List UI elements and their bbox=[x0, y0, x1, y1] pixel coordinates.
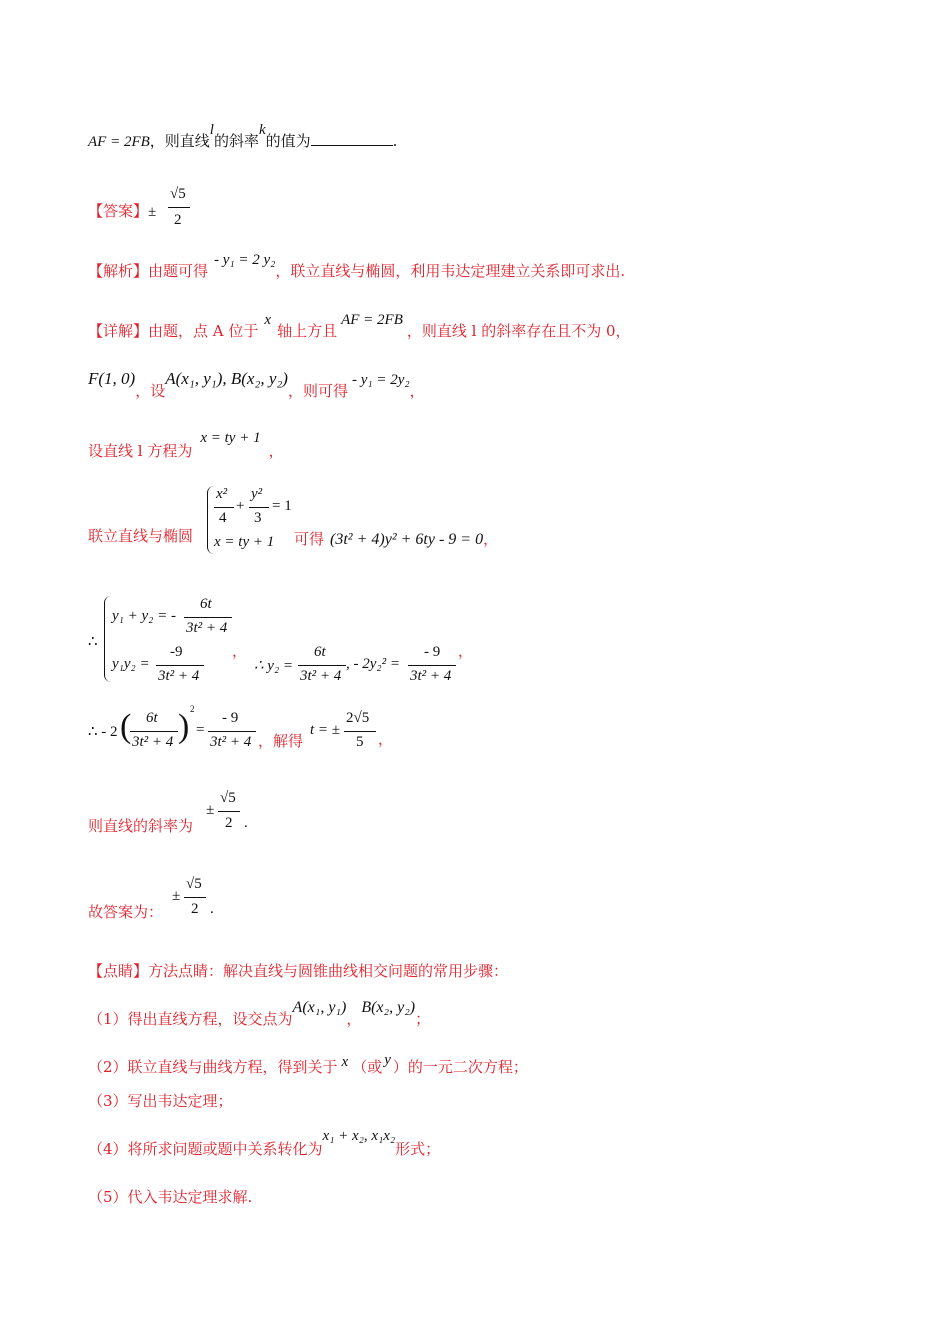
vieta-prod-num: -9 bbox=[170, 644, 183, 660]
eq6-tnum: 2√5 bbox=[346, 710, 370, 726]
tips-s4-eq: x₁ + x₂, x₁x₂ bbox=[322, 1128, 396, 1144]
vieta-sum-bar bbox=[184, 617, 232, 618]
detail-l1-b: 轴上方且 bbox=[277, 322, 338, 340]
detail-l2-b: ，则可得 bbox=[287, 382, 348, 400]
l8-b: . bbox=[210, 901, 214, 917]
eq6-bar bbox=[130, 731, 178, 732]
l7-num: √5 bbox=[220, 790, 236, 806]
tips-step-2 bbox=[88, 1052, 528, 1077]
detail-l2-f: F(1, 0) bbox=[88, 369, 136, 388]
vieta-prod-lhs: y₁y₂ = bbox=[112, 656, 150, 672]
detail-l3-a: 设直线 l 方程为 bbox=[88, 442, 193, 460]
tips-label: 【点睛】 bbox=[88, 962, 149, 980]
y2sq-lhs: , - 2y₂² = bbox=[346, 656, 400, 672]
analysis-t2: ，联立直线与椭圆，利用韦达定理建立关系即可求出. bbox=[275, 262, 626, 280]
tips-intro-text: 方法点睛：解决直线与圆锥曲线相交问题的常用步骤： bbox=[148, 962, 509, 980]
tips-s2-y: y bbox=[384, 1052, 391, 1068]
tips-intro bbox=[88, 960, 508, 981]
tips-step-1 bbox=[88, 999, 431, 1029]
question-tail bbox=[88, 122, 398, 151]
analysis-line bbox=[88, 252, 626, 281]
detail-line-4b bbox=[294, 528, 498, 549]
answer-pm: ± bbox=[148, 204, 157, 220]
tips-s2-b: （或 bbox=[352, 1058, 383, 1076]
l8-num: √5 bbox=[186, 876, 202, 892]
eq6-tbar bbox=[344, 731, 376, 732]
eq6-eq: = bbox=[196, 722, 205, 738]
eq6-a: ，解得 bbox=[258, 732, 304, 750]
l7-bar bbox=[218, 811, 240, 812]
sys1-line2: x = ty + 1 bbox=[214, 534, 275, 550]
detail-l8-a: 故答案为： bbox=[88, 903, 164, 921]
detail-l2-pts: A(x₁, y₁), B(x₂, y₂) bbox=[165, 369, 288, 388]
y2sq-den: 3t² + 4 bbox=[410, 668, 452, 684]
tips-s2-a: （2）联立直线与曲线方程，得到关于 bbox=[88, 1058, 338, 1076]
eq6-t: t = ± bbox=[310, 722, 341, 738]
detail-line-2 bbox=[88, 369, 425, 401]
detail-label: 【详解】 bbox=[88, 322, 149, 340]
sys1-n2: y² bbox=[251, 486, 263, 502]
eq6-b: ， bbox=[378, 732, 394, 748]
eq6-rparen: ) bbox=[178, 708, 190, 745]
sys1-eq: = 1 bbox=[272, 498, 292, 514]
sys1-d1: 4 bbox=[219, 510, 227, 526]
detail-line-8 bbox=[88, 901, 163, 922]
tips-s1-mid: ， bbox=[346, 1010, 362, 1028]
eq6-den2: 3t² + 4 bbox=[210, 734, 252, 750]
detail-l3-b: ， bbox=[268, 442, 284, 460]
vieta-comma: ， bbox=[232, 644, 248, 660]
tips-step-4 bbox=[88, 1128, 441, 1159]
var-k: k bbox=[258, 122, 266, 138]
detail-l2-eq: - y₁ = 2y₂ bbox=[352, 372, 410, 388]
sys1-bar2 bbox=[249, 507, 269, 508]
eq6-bar2 bbox=[208, 731, 256, 732]
detail-line-7 bbox=[88, 815, 193, 836]
tips-step-3 bbox=[88, 1090, 233, 1111]
eq6-lhs: ∴ - 2 bbox=[88, 724, 118, 740]
sys1-bar1 bbox=[214, 507, 234, 508]
answer-den: 2 bbox=[174, 212, 182, 228]
q-text2: 的斜率 bbox=[213, 132, 259, 150]
tips-s1-p2: B(x₂, y₂) bbox=[361, 999, 416, 1016]
tips-s2-x: x bbox=[341, 1054, 349, 1070]
answer-blank bbox=[311, 131, 393, 146]
tips-s5: （5）代入韦达定理求解. bbox=[88, 1188, 253, 1206]
vieta-sum-num: 6t bbox=[200, 596, 212, 612]
vieta-sum-den: 3t² + 4 bbox=[186, 620, 228, 636]
detail-l2-a: ，设 bbox=[135, 382, 166, 400]
l7-pm: ± bbox=[206, 802, 215, 818]
system1-brace bbox=[207, 486, 214, 554]
tips-s4-a: （4）将所求问题或题中关系转化为 bbox=[88, 1140, 323, 1158]
eq6-lparen: ( bbox=[120, 708, 132, 745]
tips-s1-b: ； bbox=[415, 1010, 431, 1028]
l8-bar bbox=[184, 897, 206, 898]
detail-l1-c: ，则直线 l 的斜率存在且不为 0， bbox=[406, 322, 631, 340]
y2-bar bbox=[298, 665, 346, 666]
sys1-n1: x² bbox=[216, 486, 228, 502]
l8-den: 2 bbox=[191, 901, 199, 917]
detail-l4-a: 联立直线与椭圆 bbox=[88, 527, 194, 545]
detail-l7-a: 则直线的斜率为 bbox=[88, 817, 194, 835]
tips-step-5 bbox=[88, 1186, 252, 1207]
answer-label: 【答案】 bbox=[88, 202, 149, 220]
tips-s1-a: （1）得出直线方程，设交点为 bbox=[88, 1010, 293, 1028]
eq-af-2fb: AF = 2FB bbox=[88, 134, 150, 150]
answer-line bbox=[88, 200, 156, 221]
tips-s1-p1: A(x₁, y₁) bbox=[292, 999, 347, 1016]
q-text1: ，则直线 bbox=[149, 132, 210, 150]
sys1-plus: + bbox=[236, 498, 245, 514]
y2-lhs: ∴ y₂ = bbox=[254, 658, 294, 674]
q-end: . bbox=[392, 132, 398, 150]
tips-s4-b: 形式； bbox=[395, 1140, 441, 1158]
analysis-label: 【解析】 bbox=[88, 262, 149, 280]
detail-line-3 bbox=[88, 430, 284, 461]
l7-den: 2 bbox=[225, 815, 233, 831]
q-text3: 的值为 bbox=[265, 132, 311, 150]
y2-num: 6t bbox=[314, 644, 326, 660]
detail-l4-c: ， bbox=[483, 530, 499, 548]
l8-pm: ± bbox=[172, 888, 181, 904]
analysis-eq: - y₁ = 2 y₂ bbox=[214, 252, 276, 268]
eq6-den: 3t² + 4 bbox=[132, 734, 174, 750]
eq6-num2: - 9 bbox=[222, 710, 239, 726]
detail-l1-a: 由题，点 A 位于 bbox=[148, 322, 259, 340]
vieta-prod-bar bbox=[156, 665, 204, 666]
detail-l3-eq: x = ty + 1 bbox=[200, 430, 261, 446]
y2-den: 3t² + 4 bbox=[300, 668, 342, 684]
detail-l1-x: x bbox=[264, 312, 272, 328]
eq6-num: 6t bbox=[146, 710, 158, 726]
detail-l1-eq: AF = 2FB bbox=[341, 312, 403, 328]
detail-line-1 bbox=[88, 312, 631, 341]
eq6-tden: 5 bbox=[356, 734, 364, 750]
tips-s3: （3）写出韦达定理； bbox=[88, 1092, 233, 1110]
tips-s2-c: ）的一元二次方程； bbox=[392, 1058, 528, 1076]
vieta-sum-lhs: y₁ + y₂ = - bbox=[112, 608, 176, 624]
system2-brace bbox=[104, 596, 111, 682]
analysis-t1: 由题可得 bbox=[148, 262, 209, 280]
answer-num: √5 bbox=[170, 186, 186, 202]
detail-line-4 bbox=[88, 525, 193, 546]
therefore-1: ∴ bbox=[88, 634, 98, 650]
eq6-sq: 2 bbox=[190, 704, 195, 714]
detail-l4-res: (3t² + 4)y² + 6ty - 9 = 0 bbox=[330, 531, 484, 548]
y2sq-end: ， bbox=[458, 644, 474, 660]
y2sq-bar bbox=[408, 665, 456, 666]
l7-b: . bbox=[244, 815, 248, 831]
var-l: l bbox=[209, 122, 214, 138]
detail-l2-c: ， bbox=[409, 382, 425, 400]
y2sq-num: - 9 bbox=[424, 644, 441, 660]
detail-l4-b: 可得 bbox=[294, 530, 325, 548]
vieta-prod-den: 3t² + 4 bbox=[158, 668, 200, 684]
answer-frac-bar bbox=[168, 207, 190, 208]
sys1-d2: 3 bbox=[254, 510, 262, 526]
